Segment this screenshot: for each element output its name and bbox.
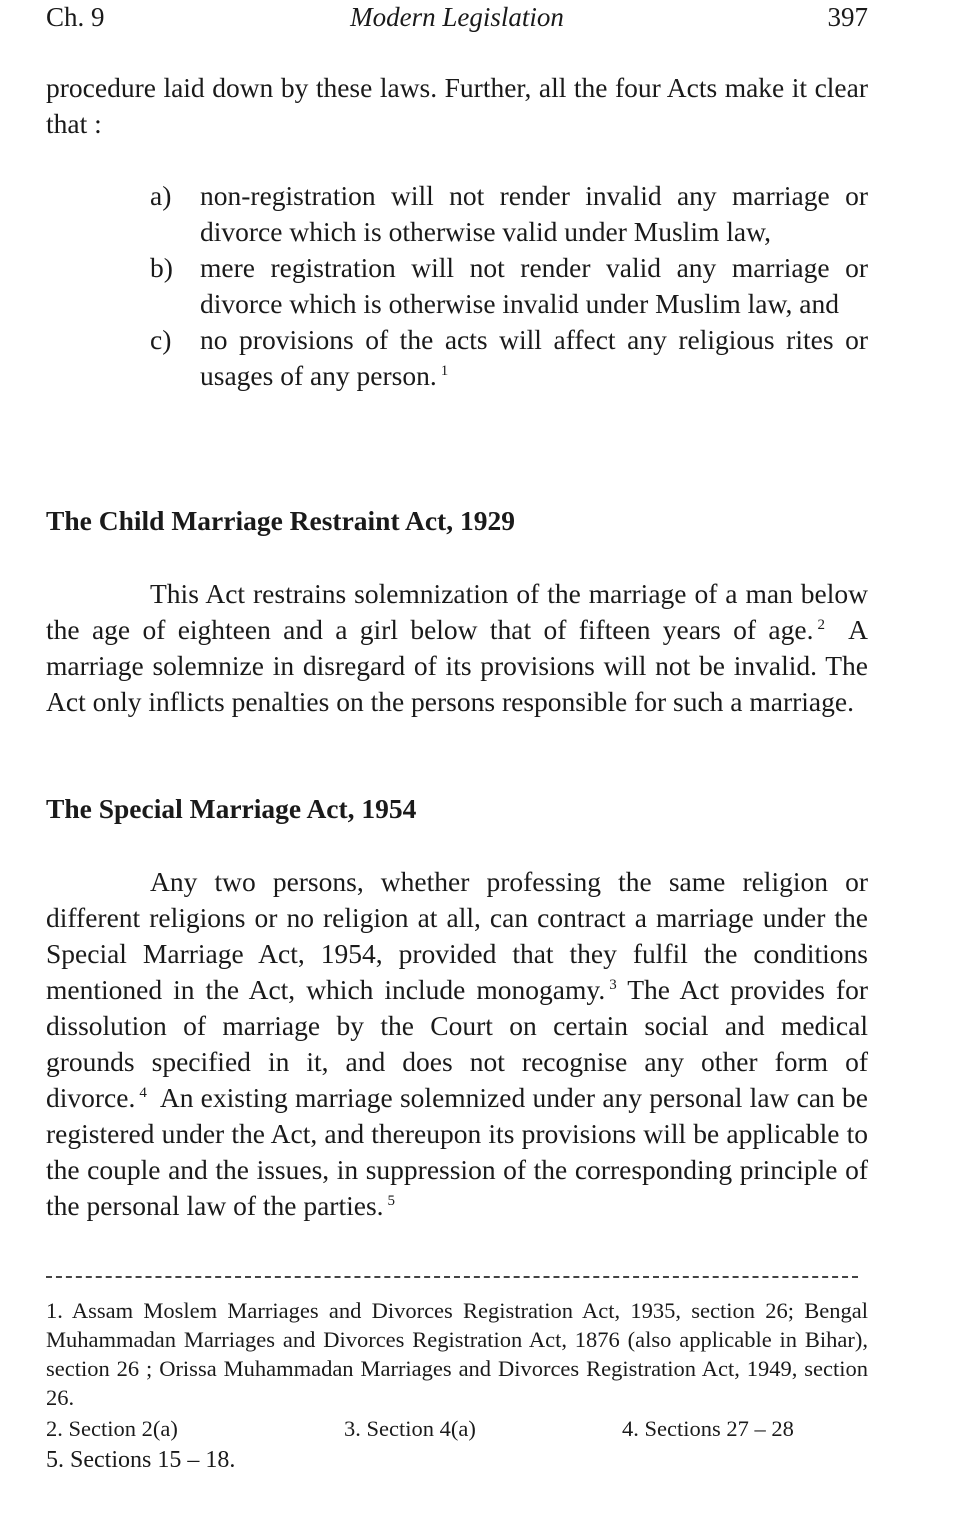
special-marriage-paragraph [46, 864, 868, 1224]
paragraph-text: An existing marriage solemnized under any personal law can be registered under the Act, and thereupon its provisions will be applicable to the couple and the issues, in suppression of the corresponding principle of the personal law of the parties. [46, 1082, 868, 1221]
footnote-ref: 1 [440, 362, 449, 379]
list-item-text: non-registration will not render invalid any marriage or divorce which is otherwise valid under Muslim law, [200, 180, 868, 247]
footnote-1: 1. Assam Moslem Marriages and Divorces Registration Act, 1935, section 26; Bengal Muhammadan Marriages and Divorces Registration Act, 1876 (also applicable in Bihar), section 26 ; Orissa Muhammadan Marriages and Divorces Registration Act, 1949, section 26. [46, 1298, 868, 1410]
list-item-text: no provisions of the acts will affect any religious rites or usages of any person. [200, 324, 868, 391]
list-item [150, 250, 868, 322]
section-heading-special-marriage: The Special Marriage Act, 1954 [46, 793, 417, 824]
paragraph-text: The Act provides for dissolution of marriage by the Court on certain social and medical grounds specified in it, and does not recognise any other form of divorce. [46, 974, 868, 1113]
footnote-ref: 4 [139, 1084, 147, 1101]
section-heading-child-marriage: The Child Marriage Restraint Act, 1929 [46, 505, 515, 536]
footnote-2: 2. Section 2(a) [46, 1416, 178, 1441]
footnote-divider [46, 1276, 858, 1278]
footnote-ref: 5 [387, 1192, 396, 1209]
provision-list [150, 178, 868, 394]
paragraph-text: This Act restrains solemnization of the marriage of a man below the age of eighteen and a girl below that of fifteen years of age. [46, 578, 868, 645]
list-item [150, 322, 868, 394]
paragraph-text: Any two persons, whether professing the same religion or different religions or no religion at all, can contract a marriage under the Special Marriage Act, 1954, provided that they fulfil the conditions mentioned in the Act, which include monogamy. [46, 866, 868, 1005]
footnote-4: 4. Sections 27 – 28 [622, 1416, 794, 1441]
paragraph-text: A marriage solemnize in disregard of its provisions will not be invalid. The Act only inflicts penalties on the persons responsible for such a marriage. [46, 614, 868, 717]
list-marker: a) [150, 180, 172, 211]
list-marker: c) [150, 324, 172, 355]
footnote-ref: 3 [609, 976, 617, 993]
chapter-label: Ch. 9 [46, 2, 105, 32]
list-item [150, 178, 868, 250]
running-header [46, 0, 868, 36]
book-page [46, 0, 868, 1520]
footnote-row [46, 1414, 868, 1443]
page-number: 397 [827, 2, 868, 32]
footnote-ref: 2 [817, 616, 825, 633]
footnote-5: 5. Sections 15 – 18. [46, 1447, 236, 1473]
chapter-title: Modern Legislation [350, 2, 564, 32]
list-item-text: mere registration will not render valid any marriage or divorce which is otherwise invalid under Muslim law, and [200, 252, 868, 319]
intro-paragraph: procedure laid down by these laws. Further, all the four Acts make it clear that : [46, 72, 868, 139]
child-marriage-paragraph [46, 576, 868, 720]
list-marker: b) [150, 252, 173, 283]
footnote-3: 3. Section 4(a) [344, 1416, 476, 1441]
